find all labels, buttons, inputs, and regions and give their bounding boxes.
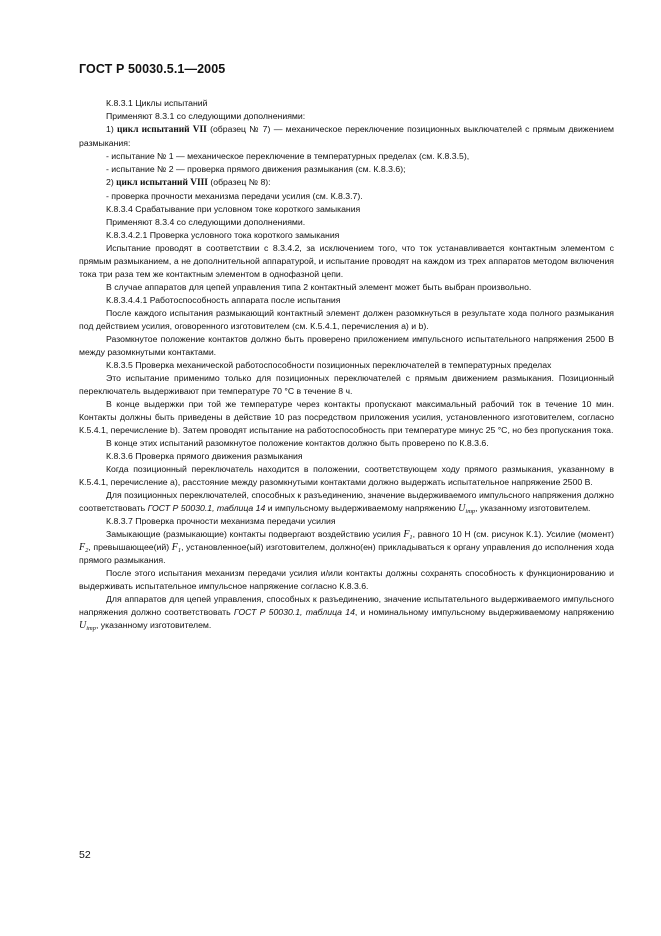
paragraph-text: , равного 10 Н (см. рисунок К.1). Усилие (момент): [412, 529, 614, 539]
paragraph: Когда позиционный переключатель находится в положении, соответствующем ходу прямого размыкания, указанному в К.5.4.1, перечисление а), расстояние между разомкнутыми контактами должно выдержать испытательное напряжение 2500 В.: [79, 464, 614, 487]
list-item: - испытание № 2 — проверка прямого движения размыкания (см. К.8.3.6);: [106, 164, 406, 174]
paragraph: [79, 528, 614, 567]
paragraph: После этого испытания механизм передачи усилия и/или контакты должны сохранять способность к функционированию и выдерживать испытательное импульсное напряжение согласно К.8.3.6.: [79, 568, 614, 591]
paragraph: Применяют 8.3.1 со следующими дополнениями:: [106, 111, 306, 121]
f1-symbol: $F_1$: [171, 542, 182, 554]
page-number: 52: [79, 849, 91, 861]
paragraph-text: , указанному изготовителем.: [475, 503, 591, 513]
list-item: - испытание № 1 — механическое переключение в температурных пределах (см. К.8.3.5),: [106, 151, 470, 161]
list-item: - проверка прочности механизма передачи усилия (см. К.8.3.7).: [106, 191, 363, 201]
list-number: 1): [106, 124, 114, 134]
document-header: ГОСТ Р 50030.5.1—2005: [79, 62, 226, 76]
paragraph: [79, 123, 614, 150]
list-number: 2): [106, 177, 114, 187]
paragraph: Испытание проводят в соответствии с 8.3.4.2, за исключением того, что ток устанавливается контактным элементом с прямым размыканием, а не дополнительной аппаратурой, и испытание проводят на каждом из трех аппаратов методом включения тока три раза тем же контактным элементом в однофазной цепи.: [79, 243, 614, 279]
section-heading: К.8.3.4.2.1 Проверка условного тока короткого замыкания: [106, 230, 340, 240]
f1-symbol: $F_1$: [403, 529, 413, 541]
paragraph: [79, 489, 614, 515]
section-heading: К.8.3.6 Проверка прямого движения размыкания: [106, 451, 303, 461]
paragraph: Разомкнутое положение контактов должно быть проверено приложением импульсного испытательного напряжения 2500 В между разомкнутыми контактами.: [79, 334, 614, 357]
paragraph-text: Для позиционных переключателей, способных к разъединению, значение выдерживаемого импульсного напряжения должно соответствовать: [79, 490, 614, 513]
section-heading: К.8.3.4 Срабатывание при условном токе короткого замыкания: [106, 204, 361, 214]
paragraph: Применяют 8.3.4 со следующими дополнениями.: [106, 217, 306, 227]
u-imp-symbol: $U_{imp}$: [79, 620, 96, 632]
paragraph-text: — механическое переключение позиционных выключателей с прямым движением размыкания:: [79, 124, 614, 148]
paragraph-text: Для аппаратов для цепей управления, способных к разъединению, значение испытательного выдерживаемого импульсного напряжения должно соответствовать: [79, 594, 614, 617]
section-heading: К.8.3.7 Проверка прочности механизма передачи усилия: [106, 516, 336, 526]
standard-reference: ГОСТ Р 50030.1, таблица 14: [147, 503, 266, 513]
paragraph: К.8.3.1 Циклы испытаний: [106, 98, 208, 108]
paragraph-text: , указанному изготовителем.: [95, 620, 212, 630]
u-imp-symbol: $U_{imp}$: [458, 503, 476, 515]
section-heading: К.8.3.5 Проверка механической работоспособности позиционных переключателей в температурных пределах: [106, 360, 552, 370]
paragraph: В случае аппаратов для цепей управления типа 2 контактный элемент может быть выбран произвольно.: [106, 282, 532, 292]
paragraph-text: , и номинальному импульсному выдерживаемому напряжению: [354, 607, 614, 617]
section-heading: К.8.3.4.4.1 Работоспособность аппарата после испытания: [106, 295, 341, 305]
cycle-term: цикл испытаний VII: [117, 125, 207, 135]
paragraph-text: , установленное(ый) изготовителем, должно(ен) прикладываться к органу управления до исполнения хода прямого размыкания.: [79, 542, 614, 565]
paragraph: [79, 593, 614, 632]
paragraph-text: и импульсному выдерживаемому напряжению: [267, 503, 456, 513]
paragraph-text: Замыкающие (размыкающие) контакты подвергают воздействию усилия: [106, 529, 401, 539]
cycle-term: цикл испытаний VIII: [116, 178, 208, 188]
paragraph: В конце этих испытаний разомкнутое положение контактов должно быть проверено по К.8.3.6.: [106, 438, 489, 448]
paragraph: После каждого испытания размыкающий контактный элемент должен разомкнуться в результате хода полного размыкания под действием усилия, оговоренного изготовителем (см. К.5.4.1, перечисления а) и b).: [79, 308, 614, 331]
sample-ref: (образец № 7): [210, 124, 271, 134]
paragraph-text: , превышающее(ий): [88, 542, 170, 552]
f2-symbol: $F_2$: [79, 542, 89, 554]
paragraph-text: (образец № 8):: [210, 177, 271, 187]
paragraph: Это испытание применимо только для позиционных переключателей с прямым движением размыкания. Позиционный переключатель выдерживают при температуре 70 °С в течение 8 ч.: [79, 373, 614, 396]
document-body: [79, 97, 614, 632]
paragraph: В конце выдержки при той же температуре через контакты пропускают максимальный рабочий ток в течение 10 мин. Контакты должны быть приведены в действие 10 раз посредством приложения усилия, установленного изготовителем, согласно К.5.4.1, перечисление b). Затем проводят испытание на работоспособность при температуре минус 25 °С, но без пропускания тока.: [79, 399, 614, 435]
standard-reference: ГОСТ Р 50030.1, таблица 14: [233, 607, 355, 617]
paragraph: [79, 176, 614, 190]
